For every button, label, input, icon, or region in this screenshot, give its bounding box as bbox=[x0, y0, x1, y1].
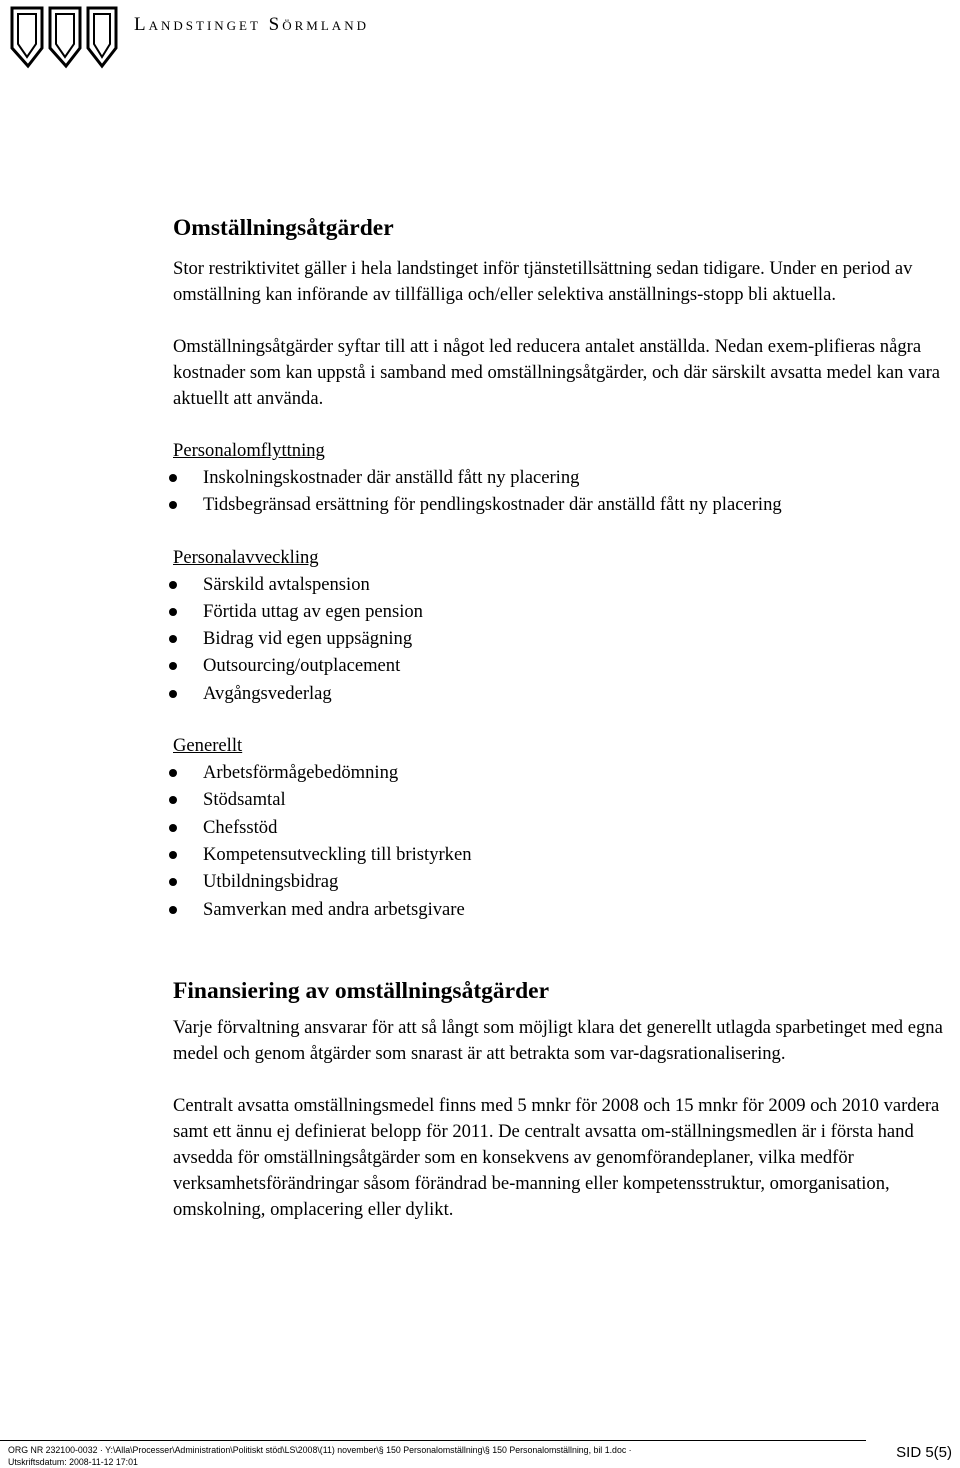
bullet-icon bbox=[169, 501, 177, 509]
bullet-icon bbox=[169, 824, 177, 832]
section-heading-finansiering: Finansiering av omställningsåtgärder bbox=[173, 977, 550, 1004]
list-item: Utbildningsbidrag bbox=[173, 868, 943, 895]
list-item: Arbetsförmågebedömning bbox=[173, 759, 943, 786]
list-item: Kompetensutveckling till bristyrken bbox=[173, 841, 943, 868]
bullet-icon bbox=[169, 608, 177, 616]
list-item: Särskild avtalspension bbox=[173, 571, 943, 598]
landstinget-logo bbox=[8, 4, 120, 70]
paragraph: Stor restriktivitet gäller i hela landstinget inför tjänstetillsättning sedan tidigare. Under en period av omställning kan införande av tillfälliga och/eller selektiva anställnings-stopp bli aktuella. bbox=[173, 258, 913, 305]
group-title-generellt: Generellt bbox=[173, 735, 243, 757]
list-item: Bidrag vid egen uppsägning bbox=[173, 625, 943, 652]
bullet-icon bbox=[169, 796, 177, 804]
bullet-list bbox=[173, 464, 943, 519]
section-heading-omstallningsatgarder: Omställningsåtgärder bbox=[173, 215, 394, 241]
group-title-personalomflyttning: Personalomflyttning bbox=[173, 440, 325, 461]
footer-file-path: ORG NR 232100-0032 · Y:\Alla\Processer\Administration\Politiskt stöd\LS\2008\(11) november\§ 150 Personalomställning\§ 150 Personalomställning, bil 1.doc · bbox=[8, 1445, 632, 1455]
list-item: Förtida uttag av egen pension bbox=[173, 598, 943, 625]
list-item: Inskolningskostnader där anställd fått ny placering bbox=[173, 464, 943, 491]
bullet-icon bbox=[169, 851, 177, 859]
list-item: Tidsbegränsad ersättning för pendlingskostnader där anställd fått ny placering bbox=[173, 491, 943, 518]
page-number: SID 5(5) bbox=[896, 1444, 952, 1461]
bullet-list bbox=[173, 571, 943, 707]
footer-divider bbox=[0, 1440, 866, 1441]
bullet-icon bbox=[169, 581, 177, 589]
bullet-icon bbox=[169, 690, 177, 698]
bullet-icon bbox=[169, 474, 177, 482]
group-title-personalavveckling: Personalavveckling bbox=[173, 546, 319, 568]
document-body bbox=[173, 212, 943, 1223]
list-item: Avgångsvederlag bbox=[173, 680, 943, 707]
list-item: Stödsamtal bbox=[173, 786, 943, 813]
bullet-icon bbox=[169, 906, 177, 914]
bullet-list bbox=[173, 759, 943, 923]
bullet-icon bbox=[169, 635, 177, 643]
org-name: Landstinget Sörmland bbox=[134, 14, 369, 35]
paragraph: Centralt avsatta omställningsmedel finns med 5 mnkr för 2008 och 15 mnkr för 2009 och 2010 vardera samt ett ännu ej definierat belopp för 2011. De centralt avsatta om-ställningsmedlen är i första hand avsedda för omställningsåtgärder som en konsekvens av genomförandeplaner, vilka medför verksamhetsförändringar såsom förändrad be-manning eller kompetensstruktur, omorganisation, omskolning, omplacering eller dylikt. bbox=[173, 1094, 940, 1220]
list-item: Chefsstöd bbox=[173, 814, 943, 841]
list-item: Samverkan med andra arbetsgivare bbox=[173, 896, 943, 923]
paragraph: Varje förvaltning ansvarar för att så långt som möjligt klara det generellt utlagda sparbetinget med egna medel och genom åtgärder som snarast är att betrakta som var-dagsrationalisering. bbox=[173, 1016, 943, 1064]
paragraph: Omställningsåtgärder syftar till att i något led reducera antalet anställda. Nedan exem-plifieras några kostnader som kan uppstå i samband med omställningsåtgärder, och där särskilt avsatta medel kan vara aktuellt att använda. bbox=[173, 336, 941, 409]
bullet-icon bbox=[169, 769, 177, 777]
bullet-icon bbox=[169, 878, 177, 886]
bullet-icon bbox=[169, 662, 177, 670]
footer bbox=[8, 1444, 632, 1468]
footer-print-date: Utskriftsdatum: 2008-11-12 17:01 bbox=[8, 1457, 138, 1467]
list-item: Outsourcing/outplacement bbox=[173, 652, 943, 679]
